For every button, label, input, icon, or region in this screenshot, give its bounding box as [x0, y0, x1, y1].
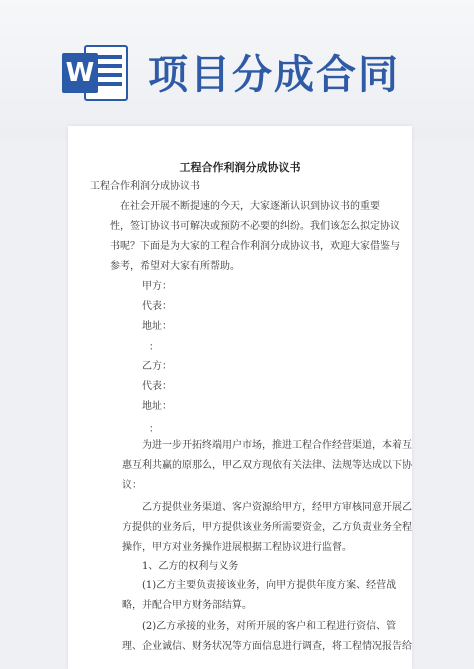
document-subtitle: 工程合作利润分成协议书: [90, 181, 200, 192]
item-line: 略，并配合甲方财务部结算。: [122, 600, 252, 611]
intro-paragraph: [110, 197, 400, 277]
intro-line: 在社会开展不断提速的今天，大家逐渐认识到协议书的重要: [120, 201, 380, 212]
item-line: 理、企业诚信、财务状况等方面信息进行调查，将工程情况报告给: [122, 641, 412, 652]
clause-intro-paragraph: [122, 498, 412, 558]
clause-line: 操作，甲方对业务操作进展根据工程协议进行监督。: [122, 542, 352, 553]
clause-line: 乙方提供业务渠道、客户资源给甲方，经甲方审核同意开展乙: [142, 502, 412, 513]
purpose-line: 议：: [122, 480, 142, 491]
item-2-paragraph: [122, 617, 412, 657]
party-a-address: 地址：: [142, 321, 172, 332]
purpose-line: 惠互利共赢的原那么，甲乙双方现依有关法律、法规等达成以下协: [122, 460, 412, 471]
header-banner: [0, 0, 474, 140]
separator-mark: ：: [149, 424, 159, 435]
party-a-label: 甲方：: [142, 281, 172, 292]
word-letter-badge: W: [62, 53, 98, 93]
document-page: [68, 126, 412, 669]
document-title: 工程合作利润分成协议书: [179, 161, 301, 174]
word-document-icon: [62, 37, 132, 107]
party-b-representative: 代表：: [142, 381, 172, 392]
intro-line: 性，签订协议书可解决或预防不必要的纠纷。我们该怎么拟定协议: [110, 221, 400, 232]
party-b-address: 地址：: [142, 401, 172, 412]
section-heading: 1、乙方的权利与义务: [142, 561, 239, 572]
purpose-paragraph: [122, 436, 412, 496]
party-a-representative: 代表：: [142, 301, 172, 312]
clause-line: 方提供的业务后，甲方提供该业务所需要资金，乙方负责业务全程: [122, 522, 412, 533]
party-b-label: 乙方：: [142, 361, 172, 372]
intro-line: 书呢？下面是为大家的工程合作利润分成协议书，欢迎大家借鉴与: [110, 241, 400, 252]
item-line: (1)乙方主要负责接该业务，向甲方提供年度方案、经营战: [142, 580, 397, 591]
separator-mark: ：: [149, 342, 159, 353]
banner-title: 项目分成合同: [148, 52, 400, 98]
item-1-paragraph: [122, 576, 396, 616]
item-line: (2)乙方承接的业务，对所开展的客户和工程进行资信、管: [142, 621, 397, 632]
purpose-line: 为进一步开拓终端用户市场，推进工程合作经营渠道，本着互: [142, 440, 412, 451]
intro-line: 参考，希望对大家有所帮助。: [110, 261, 240, 272]
